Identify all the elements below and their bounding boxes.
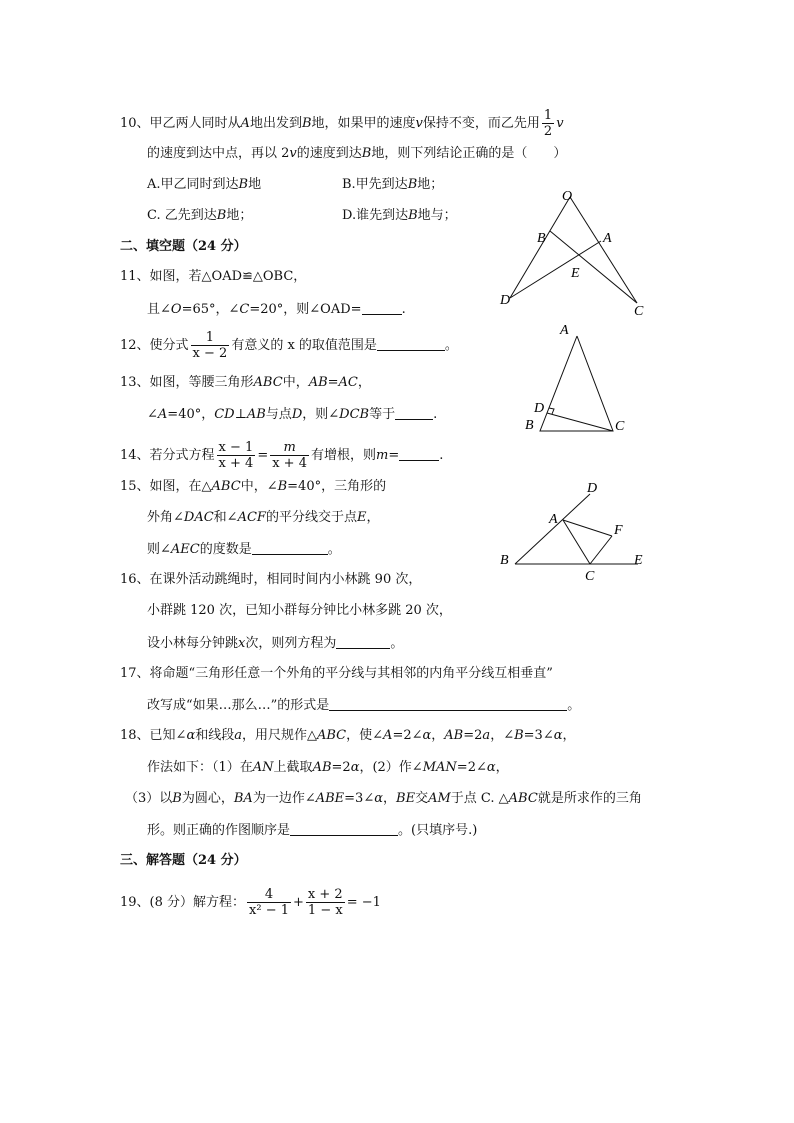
figure-q13-isosceles-triangle	[520, 318, 635, 438]
q12-answer-blank[interactable]	[377, 336, 445, 351]
q19-line: 19、(8 分）解方程： $\frac{4}{\text{x² − 1}}$ + $\frac{x + 2}{1 - x}$ = −1	[120, 887, 381, 918]
q17-line1: 17、将命题“三角形任意一个外角的平分线与其相邻的内角平分线互相垂直”	[120, 666, 553, 681]
fig15-bisector-ae	[563, 520, 612, 536]
q15-line2: 外角∠DAC和∠ACF的平分线交于点E，	[147, 510, 380, 525]
q19-fraction-right: $\frac{x + 2}{1 - x}$	[307, 887, 343, 918]
fig11-segment-oc	[570, 197, 637, 303]
fig15-bisector-ce	[590, 536, 612, 564]
q15-line1: 15、如图，在△ABC中，∠B=40°，三角形的	[120, 479, 387, 494]
q11-line1: 11、如图，若△OAD≌△OBC，	[120, 269, 307, 284]
q10-option-d: D.谁先到达B地与；	[342, 208, 457, 223]
q18-line3: （3）以B为圆心，BA为一边作∠ABE=3∠α，BE交AM于点 C. △ABC就是所求作的三角	[125, 791, 642, 806]
q14-fraction-right: $\frac{m}{x + 4}$	[272, 440, 307, 471]
fig11-segment-bc	[550, 231, 637, 303]
q10-option-b: B.甲先到达B地；	[342, 177, 444, 192]
q18-line2: 作法如下：（1）在AN上截取AB=2α，(2）作∠MAN=2∠α，	[147, 760, 509, 775]
fig11-label-b: B	[537, 231, 546, 246]
q15-line3: 则∠AEC的度数是 。	[147, 542, 341, 557]
q14-line: 14、若分式方程 $\frac{x - 1}{x + 4}$ = $\frac{m}{x + 4}$ 有增根，则m= .	[120, 440, 444, 471]
fig11-label-d: D	[500, 293, 511, 308]
fig15-line-bd	[515, 494, 590, 564]
q14-answer-blank[interactable]	[399, 446, 439, 461]
q17-line2: 改写成“如果…那么…”的形式是 。	[147, 698, 581, 713]
q18-line1: 18、已知∠α和线段a，用尺规作△ABC，使∠A=2∠α，AB=2a，∠B=3∠α，	[120, 728, 576, 743]
q16-line1: 16、在课外活动跳绳时，相同时间内小林跳 90 次，	[120, 572, 422, 587]
figure-q15-exterior-angles	[495, 476, 655, 586]
section-3-heading: 三、解答题（24 分）	[120, 853, 247, 868]
fig15-label-a: A	[549, 512, 558, 527]
fig11-segment-da	[510, 241, 601, 298]
q10-fraction: $\frac{1}{2}$	[543, 108, 553, 139]
fig13-label-b: B	[525, 418, 534, 433]
q11-line2: 且∠O=65°，∠C=20°，则∠OAD= .	[147, 302, 406, 317]
q16-line2: 小群跳 120 次，已知小群每分钟比小林多跳 20 次，	[147, 603, 452, 618]
fig13-label-c: C	[615, 419, 625, 434]
q10-option-a: A.甲乙同时到达B地	[147, 177, 262, 192]
fig15-label-f: F	[614, 523, 623, 538]
fig15-label-e: E	[634, 553, 643, 568]
q12-fraction: $\frac{1}{x - 2}$	[192, 330, 228, 361]
q10-line1: 10、甲乙两人同时从A地出发到B地，如果甲的速度v保持不变，而乙先用 $\frac{1}{2}$ v	[120, 108, 564, 139]
fig11-label-o: O	[562, 189, 573, 204]
q16-answer-blank[interactable]	[336, 634, 390, 649]
fig13-right-angle-mark	[549, 408, 554, 414]
fig13-label-d: D	[534, 401, 545, 416]
fig15-segment-ac	[563, 520, 590, 564]
fig13-label-a: A	[560, 323, 569, 338]
fig11-label-a: A	[603, 231, 612, 246]
figure-q11-triangles	[495, 183, 655, 323]
q10-line2: 的速度到达中点，再以 2v的速度到达B地，则下列结论正确的是（ ）	[147, 146, 567, 161]
q12-line: 12、使分式 $\frac{1}{x - 2}$ 有意义的 x 的取值范围是 。	[120, 330, 458, 361]
fig15-label-d: D	[587, 481, 598, 496]
fig13-segment-cd	[547, 413, 613, 431]
fig15-label-c: C	[585, 569, 595, 584]
q10-option-c: C. 乙先到达B地；	[147, 208, 253, 223]
fig15-label-b: B	[500, 553, 509, 568]
q18-line4: 形。则正确的作图顺序是 。(只填序号.)	[147, 823, 478, 838]
fig11-label-c: C	[634, 304, 644, 319]
q19-fraction-left: $\frac{4}{\text{x² − 1}}$	[249, 887, 290, 918]
q16-line3: 设小林每分钟跳x次，则列方程为 。	[147, 636, 404, 651]
fig11-segment-od	[510, 197, 570, 298]
fig13-triangle-abc	[540, 336, 613, 431]
q17-answer-blank[interactable]	[329, 696, 567, 711]
q18-answer-blank[interactable]	[290, 821, 398, 836]
q13-line1: 13、如图，等腰三角形ABC中，AB=AC，	[120, 375, 371, 390]
q13-answer-blank[interactable]	[395, 405, 433, 420]
q14-fraction-left: $\frac{x - 1}{x + 4}$	[218, 440, 254, 471]
q11-answer-blank[interactable]	[362, 300, 402, 315]
q13-line2: ∠A=40°，CD⊥AB与点D，则∠DCB等于 .	[147, 407, 438, 422]
q15-answer-blank[interactable]	[252, 540, 328, 555]
fig11-label-e: E	[571, 266, 580, 281]
section-2-heading: 二、填空题（24 分）	[120, 239, 247, 254]
